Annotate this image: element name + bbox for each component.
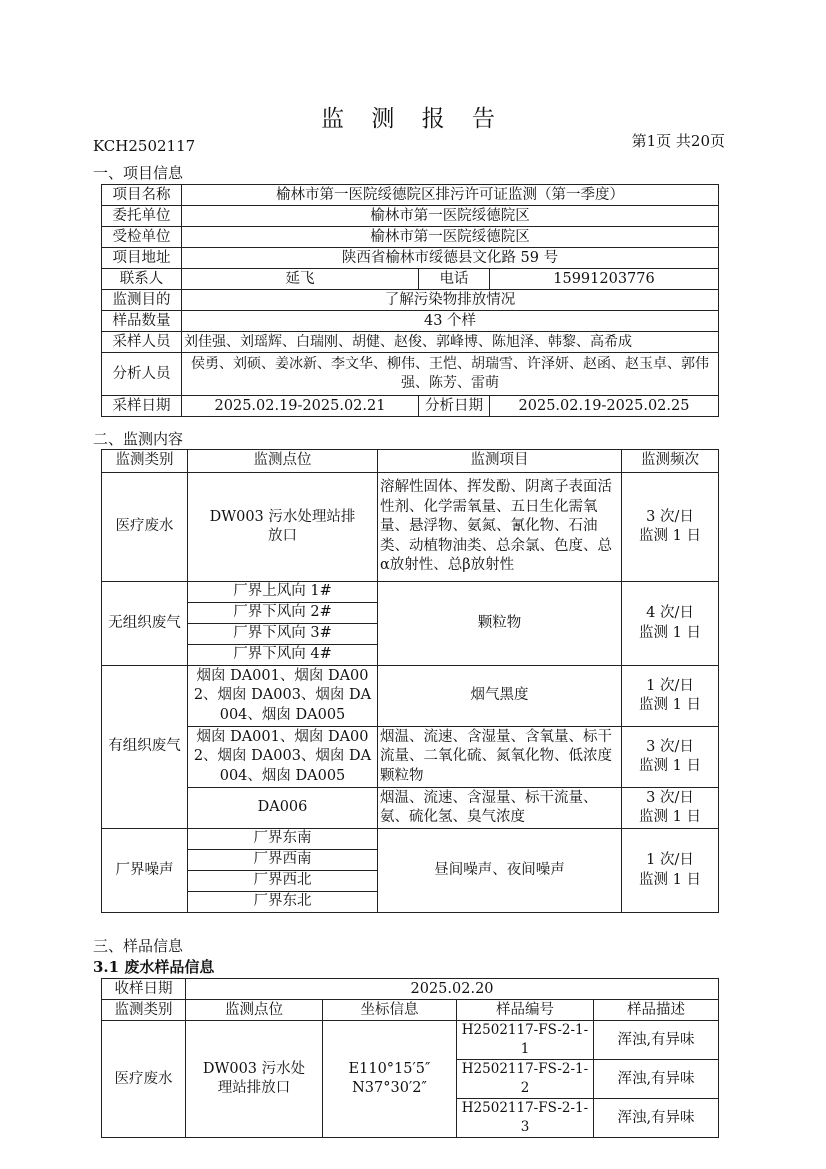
- organized-point-2: 烟囱 DA001、烟囱 DA002、烟囱 DA003、烟囱 DA004、烟囱 DA005: [188, 727, 378, 788]
- purpose-label: 监测目的: [102, 290, 182, 311]
- table-row: [102, 788, 719, 829]
- table-row: [102, 269, 719, 290]
- page-info: 第1页 共20页: [631, 132, 725, 150]
- analysts-label: 分析人员: [102, 353, 182, 396]
- table-row: [102, 311, 719, 332]
- organized-point-3: DA006: [188, 788, 378, 829]
- inspected-label: 受检单位: [102, 227, 182, 248]
- samplers-label: 采样人员: [102, 332, 182, 353]
- noise-point-3: 厂界西北: [188, 871, 378, 892]
- ww-header-description: 样品描述: [594, 1000, 719, 1021]
- table-row: [102, 1000, 719, 1021]
- section-wastewater-samples: 3.1 废水样品信息: [93, 958, 215, 976]
- address-label: 项目地址: [102, 248, 182, 269]
- client-label: 委托单位: [102, 206, 182, 227]
- organized-items-1: 烟气黑度: [378, 666, 622, 727]
- unorganized-point-3: 厂界下风向 3#: [188, 624, 378, 645]
- analysts-value: 侯勇、刘硕、姜冰新、李文华、柳伟、王恺、胡瑞雪、许泽妍、赵函、赵玉卓、郭伟强、陈芳、雷萌: [182, 353, 719, 396]
- ww-sample-desc-2: 浑浊,有异味: [594, 1060, 719, 1099]
- noise-items: 昼间噪声、夜间噪声: [378, 829, 622, 913]
- receive-date-value: 2025.02.20: [186, 979, 719, 1000]
- ww-header-sample-id: 样品编号: [457, 1000, 594, 1021]
- analysis-date-value: 2025.02.19-2025.02.25: [490, 396, 719, 417]
- table-row: [102, 450, 719, 473]
- section-sample-info: 三、样品信息: [93, 937, 184, 955]
- unorganized-freq-days: 监测 1 日: [639, 624, 701, 641]
- table-row: [102, 332, 719, 353]
- unorganized-category: 无组织废气: [102, 582, 188, 666]
- wastewater-sample-table: [101, 978, 719, 1138]
- organized-point-1: 烟囱 DA001、烟囱 DA002、烟囱 DA003、烟囱 DA004、烟囱 DA005: [188, 666, 378, 727]
- ww-coordinates: [323, 1021, 457, 1138]
- table-row: [102, 979, 719, 1000]
- organized-items-2: 烟温、流速、含湿量、含氧量、标干流量、二氧化硫、氮氧化物、低浓度颗粒物: [378, 727, 622, 788]
- ww-sample-desc-1: 浑浊,有异味: [594, 1021, 719, 1060]
- ww-category: 医疗废水: [102, 1021, 186, 1138]
- sampling-date-label: 采样日期: [102, 396, 182, 417]
- medical-category: 医疗废水: [102, 473, 188, 582]
- table-row: [102, 1021, 719, 1060]
- report-title: 监 测 报 告: [321, 106, 505, 132]
- table-row: [102, 829, 719, 850]
- medical-point: DW003 污水处理站排放口: [188, 473, 378, 582]
- medical-frequency: [622, 473, 719, 582]
- table-row: [102, 473, 719, 582]
- ww-sample-id-3: H2502117-FS-2-1-3: [457, 1099, 594, 1138]
- organized-freq-times-2: 3 次/日: [646, 738, 694, 755]
- sample-count-label: 样品数量: [102, 311, 182, 332]
- phone-value: 15991203776: [490, 269, 719, 290]
- header-point: 监测点位: [188, 450, 378, 473]
- organized-frequency-1: [622, 666, 719, 727]
- unorganized-frequency: [622, 582, 719, 666]
- report-number: KCH2502117: [93, 137, 196, 155]
- project-name-label: 项目名称: [102, 185, 182, 206]
- header-items: 监测项目: [378, 450, 622, 473]
- project-name: 榆林市第一医院绥德院区排污许可证监测（第一季度）: [182, 185, 719, 206]
- ww-coord-lat: N37°30′2″: [352, 1080, 427, 1096]
- organized-frequency-3: [622, 788, 719, 829]
- receive-date-label: 收样日期: [102, 979, 186, 1000]
- ww-coord-lon: E110°15′5″: [348, 1061, 431, 1077]
- ww-sample-id-2: H2502117-FS-2-1-2: [457, 1060, 594, 1099]
- ww-header-category: 监测类别: [102, 1000, 186, 1021]
- table-row: [102, 290, 719, 311]
- table-row: [102, 396, 719, 417]
- organized-category: 有组织废气: [102, 666, 188, 829]
- noise-freq-days: 监测 1 日: [639, 871, 701, 888]
- noise-point-1: 厂界东南: [188, 829, 378, 850]
- contact-label: 联系人: [102, 269, 182, 290]
- purpose-value: 了解污染物排放情况: [182, 290, 719, 311]
- table-row: [102, 206, 719, 227]
- sample-count-value: 43 个样: [182, 311, 719, 332]
- table-row: [102, 727, 719, 788]
- table-row: [102, 248, 719, 269]
- header-category: 监测类别: [102, 450, 188, 473]
- ww-sample-id-1: H2502117-FS-2-1-1: [457, 1021, 594, 1060]
- noise-freq-times: 1 次/日: [646, 852, 694, 868]
- samplers-value: 刘佳强、刘瑶辉、白瑞刚、胡健、赵俊、郭峰博、陈旭泽、韩黎、高希成: [182, 332, 719, 353]
- section-monitoring-content: 二、监测内容: [93, 430, 184, 448]
- table-row: [102, 353, 719, 396]
- unorganized-point-1: 厂界上风向 1#: [188, 582, 378, 603]
- client-value: 榆林市第一医院绥德院区: [182, 206, 719, 227]
- organized-freq-days-2: 监测 1 日: [639, 758, 701, 774]
- organized-freq-days-3: 监测 1 日: [639, 809, 701, 825]
- ww-header-coord: 坐标信息: [323, 1000, 457, 1021]
- noise-frequency: [622, 829, 719, 913]
- project-info-table: [101, 184, 719, 417]
- sampling-date-value: 2025.02.19-2025.02.21: [182, 396, 419, 417]
- noise-point-4: 厂界东北: [188, 892, 378, 913]
- analysis-date-label: 分析日期: [419, 396, 490, 417]
- noise-category: 厂界噪声: [102, 829, 188, 913]
- ww-sample-desc-3: 浑浊,有异味: [594, 1099, 719, 1138]
- address-value: 陕西省榆林市绥德县文化路 59 号: [182, 248, 719, 269]
- organized-frequency-2: [622, 727, 719, 788]
- table-row: [102, 666, 719, 727]
- monitoring-content-table: [101, 449, 719, 913]
- inspected-value: 榆林市第一医院绥德院区: [182, 227, 719, 248]
- unorganized-items: 颗粒物: [378, 582, 622, 666]
- noise-point-2: 厂界西南: [188, 850, 378, 871]
- phone-label: 电话: [419, 269, 490, 290]
- contact-value: 延飞: [182, 269, 419, 290]
- unorganized-point-4: 厂界下风向 4#: [188, 645, 378, 666]
- organized-freq-times-3: 3 次/日: [646, 789, 694, 806]
- table-row: [102, 227, 719, 248]
- ww-point: DW003 污水处理站排放口: [186, 1021, 323, 1138]
- unorganized-freq-times: 4 次/日: [646, 605, 694, 621]
- section-project-info: 一、项目信息: [93, 164, 184, 182]
- table-row: [102, 582, 719, 603]
- organized-freq-times-1: 1 次/日: [646, 677, 694, 694]
- table-row: [102, 185, 719, 206]
- organized-freq-days-1: 监测 1 日: [639, 697, 701, 713]
- organized-items-3: 烟温、流速、含湿量、标干流量、氨、硫化氢、臭气浓度: [378, 788, 622, 829]
- medical-items: 溶解性固体、挥发酚、阴离子表面活性剂、化学需氧量、五日生化需氧量、悬浮物、氨氮、氰化物、石油类、动植物油类、总余氯、色度、总α放射性、总β放射性: [378, 473, 622, 582]
- ww-header-point: 监测点位: [186, 1000, 323, 1021]
- unorganized-point-2: 厂界下风向 2#: [188, 603, 378, 624]
- medical-freq-days: 监测 1 日: [639, 528, 701, 544]
- medical-freq-times: 3 次/日: [646, 508, 694, 525]
- header-frequency: 监测频次: [622, 450, 719, 473]
